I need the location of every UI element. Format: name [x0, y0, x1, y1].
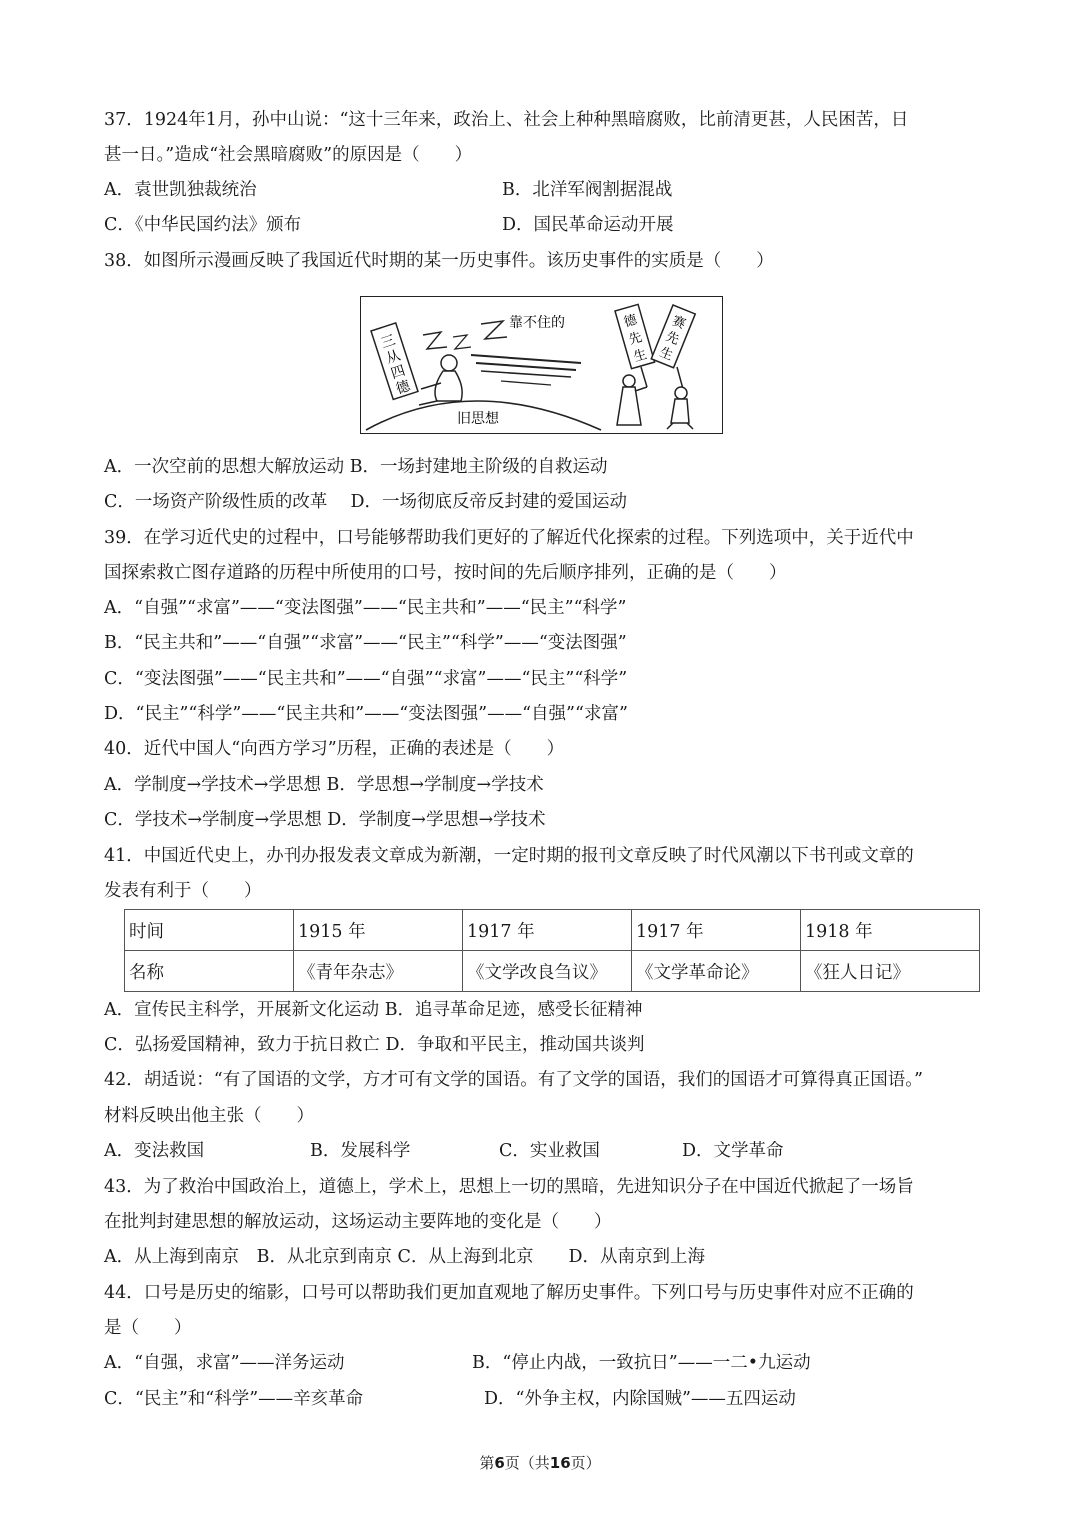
q44-option-b: B．“停止内战，一致抗日”——一二•九运动 [472, 1353, 811, 1373]
table-row [125, 951, 980, 992]
speed-line-4 [501, 381, 551, 385]
cartoon-drawing [361, 297, 721, 432]
table-cell: 名称 [125, 951, 294, 992]
table-cell: 1915 年 [294, 910, 463, 951]
table-cell: 《文学革命论》 [632, 951, 801, 992]
sign-right-char-1: 赛 [669, 313, 688, 333]
q37-stem-line1: 37．1924年1月，孙中山说：“这十三年来，政治上、社会上种种黑暗腐败，比前清更甚，人民困苦，日 [104, 110, 909, 130]
q43-stem-line1: 43．为了救治中国政治上，道德上，学术上，思想上一切的黑暗，先进知识分子在中国近代掀起了一场旨 [104, 1177, 914, 1197]
q37-option-d: D．国民革命运动开展 [502, 215, 674, 235]
sign-left-char-3: 四 [389, 362, 408, 383]
q43-stem-line2: 在批判封建思想的解放运动，这场运动主要阵地的变化是（ ） [104, 1212, 612, 1232]
standing-figure-right [667, 387, 693, 429]
q42-stem-line1: 42．胡适说：“有了国语的文学，方才可有文学的国语。有了文学的国语，我们的国语才可算得真正国语。” [104, 1070, 923, 1090]
table-cell: 《狂人日记》 [801, 951, 980, 992]
q41-stem-line2: 发表有利于（ ） [104, 881, 262, 901]
sign-mid-char-2: 先 [627, 329, 644, 348]
table-cell: 1918 年 [801, 910, 980, 951]
q39-stem-line2: 国探索救亡图存道路的历程中所使用的口号，按时间的先后顺序排列，正确的是（ ） [104, 563, 787, 583]
q42-stem-line2: 材料反映出他主张（ ） [104, 1106, 314, 1126]
q39-option-b: B．“民主共和”——“自强”“求富”——“民主”“科学”——“变法图强” [104, 633, 627, 653]
cartoon-illustration [360, 296, 723, 434]
q39-stem-line1: 39．在学习近代史的过程中，口号能够帮助我们更好的了解近代化探索的过程。下列选项中，关于近代中 [104, 528, 914, 548]
table-cell: 时间 [125, 910, 294, 951]
q38-options-cd: C．一场资产阶级性质的改革 D．一场彻底反帝反封建的爱国运动 [104, 492, 627, 512]
footer-middle: 页（共 [504, 1454, 550, 1472]
cartoon-caption-top: 靠不住的 [509, 315, 565, 331]
standing-figure-left [617, 375, 647, 425]
footer-suffix: 页） [570, 1454, 601, 1472]
footer-prefix: 第 [479, 1454, 495, 1472]
sign-left-char-1: 三 [379, 332, 398, 352]
q42-option-a: A．变法救国 [104, 1141, 205, 1161]
q44-stem-line2: 是（ ） [104, 1318, 192, 1338]
q38-options-ab: A．一次空前的思想大解放运动 B．一场封建地主阶级的自救运动 [104, 457, 608, 477]
seated-figure [419, 355, 462, 405]
table-cell: 《青年杂志》 [294, 951, 463, 992]
q41-options-ab: A．宣传民主科学，开展新文化运动 B．追寻革命足迹，感受长征精神 [104, 1000, 643, 1020]
page-footer [0, 1452, 1080, 1473]
q44-stem-line1: 44．口号是历史的缩影，口号可以帮助我们更加直观地了解历史事件。下列口号与历史事件对应不正确的 [104, 1283, 914, 1303]
sign-right-pole [677, 367, 683, 389]
q42-option-b: B．发展科学 [310, 1141, 411, 1161]
footer-total-pages: 16 [549, 1454, 571, 1472]
sign-mid [615, 304, 655, 368]
speed-line-3 [481, 371, 571, 377]
q39-option-a: A．“自强”“求富”——“变法图强”——“民主共和”——“民主”“科学” [104, 598, 627, 618]
scribble-z-3 [481, 321, 507, 339]
q42-option-d: D．文学革命 [682, 1141, 784, 1161]
sign-right [651, 305, 695, 368]
q38-stem: 38．如图所示漫画反映了我国近代时期的某一历史事件。该历史事件的实质是（ ） [104, 251, 774, 271]
speed-line-2 [476, 363, 576, 370]
q40-options-ab: A．学制度→学技术→学思想 B．学思想→学制度→学技术 [104, 775, 544, 795]
table-cell: 1917 年 [463, 910, 632, 951]
q42-option-c: C．实业救国 [499, 1141, 600, 1161]
table-row [125, 910, 980, 951]
scribble-z-1 [423, 332, 447, 349]
q40-stem: 40．近代中国人“向西方学习”历程，正确的表述是（ ） [104, 739, 565, 759]
footer-page-number: 6 [494, 1454, 505, 1472]
q40-options-cd: C．学技术→学制度→学思想 D．学制度→学思想→学技术 [104, 810, 546, 830]
speed-line-1 [471, 355, 581, 363]
sign-left [371, 323, 418, 400]
q37-stem-line2: 甚一日。”造成“社会黑暗腐败”的原因是（ ） [104, 145, 473, 165]
cartoon-label-ground: 旧思想 [457, 411, 499, 427]
q43-options: A．从上海到南京 B．从北京到南京 C．从上海到北京 D．从南京到上海 [104, 1247, 705, 1267]
sign-right-char-3: 生 [657, 345, 675, 364]
table-cell: 《文学改良刍议》 [463, 951, 632, 992]
q41-stem-line1: 41．中国近代史上，办刊办报发表文章成为新潮，一定时期的报刊文章反映了时代风潮以下书刊或文章的 [104, 846, 914, 866]
q41-options-cd: C．弘扬爱国精神，致力于抗日救亡 D．争取和平民主，推动国共谈判 [104, 1035, 645, 1055]
q37-option-c: C．《中华民国约法》颁布 [104, 215, 302, 235]
q44-option-a: A．“自强，求富”——洋务运动 [104, 1353, 345, 1373]
sign-left-char-4: 德 [394, 378, 413, 398]
q39-option-c: C．“变法图强”——“民主共和”——“自强”“求富”——“民主”“科学” [104, 669, 628, 689]
sign-mid-char-3: 生 [632, 347, 649, 366]
q37-option-b: B．北洋军阀割据混战 [502, 180, 673, 200]
q44-option-d: D．“外争主权，内除国贼”——五四运动 [484, 1389, 796, 1409]
q37-option-a: A．袁世凯独裁统治 [104, 180, 257, 200]
sign-mid-char-1: 德 [622, 312, 639, 331]
sign-mid-pole [641, 367, 647, 387]
sign-left-char-2: 从 [384, 347, 403, 368]
q44-option-c: C．“民主”和“科学”——辛亥革命 [104, 1389, 364, 1409]
q39-option-d: D．“民主”“科学”——“民主共和”——“变法图强”——“自强”“求富” [104, 704, 628, 724]
q41-table [124, 909, 980, 992]
sign-right-char-2: 先 [663, 329, 682, 349]
table-cell: 1917 年 [632, 910, 801, 951]
scribble-z-2 [453, 335, 471, 349]
